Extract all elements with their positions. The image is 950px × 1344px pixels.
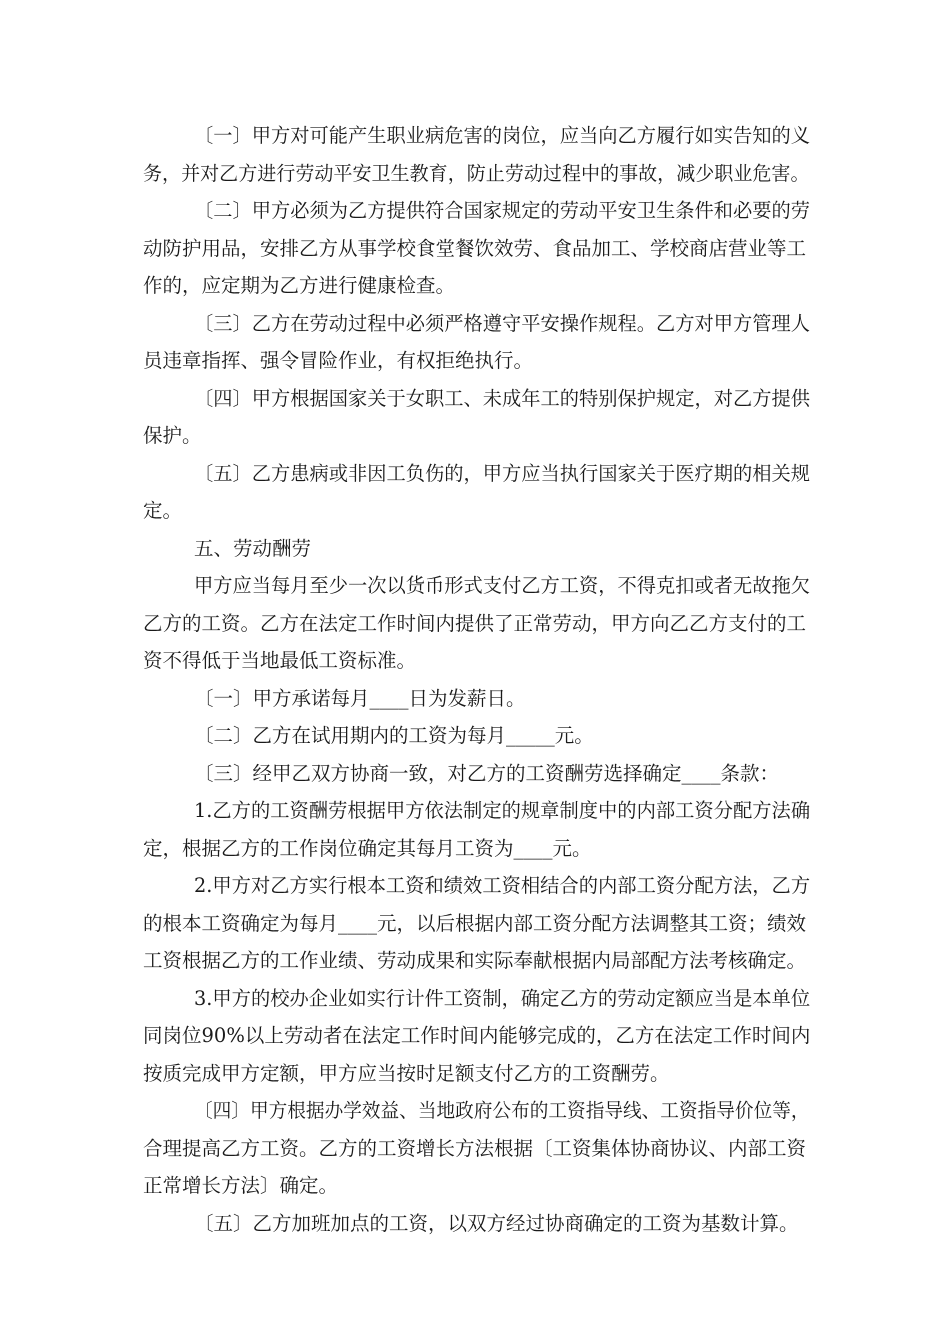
text-line: 〔四〕甲方根据国家关于女职工、未成年工的特别保护规定，对乙方提供 (194, 387, 811, 410)
text-line: 的根本工资确定为每月____元，以后根据内部工资分配方法调整其工资；绩效 (143, 912, 807, 935)
text-line: 〔三〕经甲乙双方协商一致，对乙方的工资酬劳选择确定____条款： (194, 762, 780, 785)
text-line: 定，根据乙方的工作岗位确定其每月工资为____元。 (143, 837, 592, 860)
text-line: 正常增长方法〕确定。 (143, 1174, 339, 1197)
text-line: 员违章指挥、强令冒险作业，有权拒绝执行。 (143, 349, 534, 372)
text-line: 务，并对乙方进行劳动平安卫生教育，防止劳动过程中的事故，减少职业危害。 (143, 162, 810, 185)
text-line: 〔五〕乙方加班加点的工资，以双方经过协商确定的工资为基数计算。 (194, 1212, 799, 1235)
text-line: 〔五〕乙方患病或非因工负伤的，甲方应当执行国家关于医疗期的相关规 (194, 462, 811, 485)
text-line: 1.乙方的工资酬劳根据甲方依法制定的规章制度中的内部工资分配方法确 (194, 799, 811, 822)
text-line: 〔二〕乙方在试用期内的工资为每月_____元。 (194, 724, 594, 747)
text-line: 合理提高乙方工资。乙方的工资增长方法根据〔工资集体协商协议、内部工资 (143, 1137, 807, 1160)
text-line: 〔三〕乙方在劳动过程中必须严格遵守平安操作规程。乙方对甲方管理人 (194, 312, 811, 335)
text-line: 〔四〕甲方根据办学效益、当地政府公布的工资指导线、工资指导价位等， (194, 1099, 810, 1122)
text-line: 作的，应定期为乙方进行健康检查。 (143, 274, 456, 297)
text-line: 按质完成甲方定额，甲方应当按时足额支付乙方的工资酬劳。 (143, 1062, 670, 1085)
text-line: 〔二〕甲方必须为乙方提供符合国家规定的劳动平安卫生条件和必要的劳 (194, 199, 811, 222)
text-line: 资不得低于当地最低工资标准。 (143, 649, 417, 672)
text-line: 同岗位90%以上劳动者在法定工作时间内能够完成的，乙方在法定工作时间内 (143, 1024, 811, 1047)
text-line: 保护。 (143, 424, 202, 447)
text-line: 工资根据乙方的工作业绩、劳动成果和实际奉献根据内局部配方法考核确定。 (143, 949, 807, 972)
text-line: 甲方应当每月至少一次以货币形式支付乙方工资，不得克扣或者无故拖欠 (194, 574, 811, 597)
text-line: 3.甲方的校办企业如实行计件工资制，确定乙方的劳动定额应当是本单位 (194, 987, 811, 1010)
text-line: 动防护用品，安排乙方从事学校食堂餐饮效劳、食品加工、学校商店营业等工 (143, 237, 807, 260)
text-line: 〔一〕甲方承诺每月____日为发薪日。 (194, 687, 526, 710)
text-line: 乙方的工资。乙方在法定工作时间内提供了正常劳动，甲方向乙乙方支付的工 (143, 612, 807, 635)
section-heading: 五、劳动酬劳 (194, 537, 312, 560)
text-line: 定。 (143, 499, 183, 522)
text-line: 2.甲方对乙方实行根本工资和绩效工资相结合的内部工资分配方法，乙方 (194, 874, 811, 897)
text-line: 〔一〕甲方对可能产生职业病危害的岗位，应当向乙方履行如实告知的义 (194, 124, 811, 147)
